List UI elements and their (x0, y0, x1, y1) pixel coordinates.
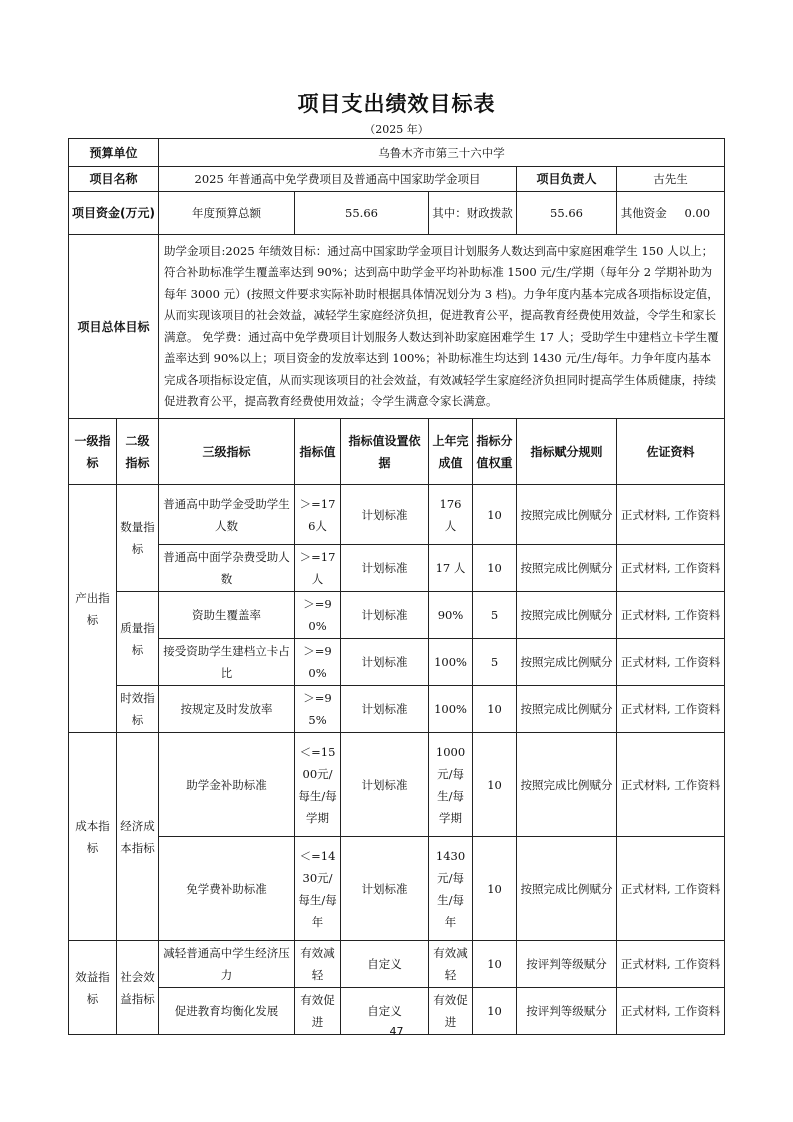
header-rule: 指标赋分规则 (517, 419, 617, 485)
project-leader-value: 古先生 (617, 167, 725, 192)
indicator-basis: 计划标准 (341, 592, 429, 639)
indicator-evidence: 正式材料, 工作资料 (617, 592, 725, 639)
table-row (69, 837, 725, 941)
overall-goal-text: 助学金项目:2025 年绩效目标：通过高中国家助学金项目计划服务人数达到高中家庭困难学生 150 人以上；符合补助标准学生覆盖率达到 90%；达到高中助学金平均补助标准 1500 元/生/学期（每年分 2 学期补助为每年 3000 元）(按照文件要求实际补助时根据具体情况划分为 3 档)。力争年度内基本完成各项指标设定值，从而实现该项目的社会效益，减轻学生家庭经济负担，促进教育公平，提高教育经费使用效益，令学生和家长满意。 免学费：通过高中免学费项目计划服务人数达到补助家庭困难学生 17 人；受助学生中建档立卡学生覆盖率达到 90%以上；项目资金的发放率达到 100%；补助标准生均达到 1430 元/生/每年。力争年度内基本完成各项指标设定值，从而实现该项目的社会效益，有效减轻学生家庭经济负担同时提高学生体质健康，持续促进教育公平，提高教育经费使用效益；令学生满意令家长满意。 (159, 235, 725, 419)
indicator-name: 减轻普通高中学生经济压力 (159, 941, 295, 988)
header-l3: 三级指标 (159, 419, 295, 485)
group-social: 社会效益指标 (117, 941, 159, 1035)
indicator-basis: 计划标准 (341, 639, 429, 686)
header-l2: 二级指标 (117, 419, 159, 485)
budget-unit-label: 预算单位 (69, 139, 159, 167)
indicator-weight: 5 (473, 639, 517, 686)
project-fund-label: 项目资金(万元) (69, 192, 159, 235)
table-row (69, 545, 725, 592)
year-label: （2025 年） (364, 123, 429, 136)
indicator-rule: 按照完成比例赋分 (517, 733, 617, 837)
indicator-basis: 计划标准 (341, 733, 429, 837)
indicator-evidence: 正式材料, 工作资料 (617, 941, 725, 988)
indicator-basis: 计划标准 (341, 837, 429, 941)
indicator-value: ＜=1500元/每生/每学期 (295, 733, 341, 837)
table-row (69, 592, 725, 639)
header-evidence: 佐证资料 (617, 419, 725, 485)
indicator-rule: 按评判等级赋分 (517, 988, 617, 1035)
indicator-weight: 10 (473, 545, 517, 592)
indicator-rule: 按评判等级赋分 (517, 941, 617, 988)
header-last: 上年完成值 (429, 419, 473, 485)
indicator-evidence: 正式材料, 工作资料 (617, 733, 725, 837)
indicator-value: ＜=1430元/每生/每年 (295, 837, 341, 941)
indicator-value: ＞=176人 (295, 485, 341, 545)
indicator-basis: 自定义 (341, 941, 429, 988)
header-l1: 一级指标 (69, 419, 117, 485)
indicator-last: 1000元/每生/每学期 (429, 733, 473, 837)
group-cost: 成本指标 (69, 733, 117, 941)
page-title: 项目支出绩效目标表 (297, 92, 496, 116)
fiscal-value: 55.66 (517, 192, 617, 235)
project-name-value: 2025 年普通高中免学费项目及普通高中国家助学金项目 (159, 167, 517, 192)
indicator-evidence: 正式材料, 工作资料 (617, 686, 725, 733)
indicator-last: 90% (429, 592, 473, 639)
project-leader-label: 项目负责人 (517, 167, 617, 192)
indicator-weight: 10 (473, 686, 517, 733)
indicator-name: 促进教育均衡化发展 (159, 988, 295, 1035)
indicator-value: ＞=90% (295, 639, 341, 686)
indicator-rule: 按照完成比例赋分 (517, 545, 617, 592)
group-benefit: 效益指标 (69, 941, 117, 1035)
indicator-last: 100% (429, 686, 473, 733)
annual-total-value: 55.66 (295, 192, 429, 235)
indicator-name: 助学金补助标准 (159, 733, 295, 837)
indicator-value: ＞=17人 (295, 545, 341, 592)
indicator-last: 17 人 (429, 545, 473, 592)
indicator-name: 免学费补助标准 (159, 837, 295, 941)
table-row (69, 941, 725, 988)
indicator-evidence: 正式材料, 工作资料 (617, 485, 725, 545)
project-name-label: 项目名称 (69, 167, 159, 192)
other-fund-amount: 0.00 (684, 206, 711, 220)
table-row (69, 686, 725, 733)
page-number: 47 (389, 1025, 404, 1038)
table-row (69, 639, 725, 686)
table-row (69, 733, 725, 837)
group-quantity: 数量指标 (117, 485, 159, 592)
indicator-name: 按规定及时发放率 (159, 686, 295, 733)
performance-table (68, 138, 725, 1035)
indicator-name: 普通高中助学金受助学生人数 (159, 485, 295, 545)
indicator-weight: 10 (473, 733, 517, 837)
other-fund-label: 其他资金 (620, 206, 667, 220)
indicator-name: 资助生覆盖率 (159, 592, 295, 639)
indicator-rule: 按照完成比例赋分 (517, 837, 617, 941)
group-output: 产出指标 (69, 485, 117, 733)
header-weight: 指标分值权重 (473, 419, 517, 485)
indicator-evidence: 正式材料, 工作资料 (617, 639, 725, 686)
indicator-evidence: 正式材料, 工作资料 (617, 837, 725, 941)
annual-total-label: 年度预算总额 (159, 192, 295, 235)
table-row (69, 485, 725, 545)
indicator-weight: 10 (473, 988, 517, 1035)
group-quality: 质量指标 (117, 592, 159, 686)
indicator-weight: 5 (473, 592, 517, 639)
indicator-weight: 10 (473, 941, 517, 988)
indicator-basis: 计划标准 (341, 485, 429, 545)
indicator-rule: 按照完成比例赋分 (517, 485, 617, 545)
indicator-value: 有效促进 (295, 988, 341, 1035)
indicator-value: 有效减轻 (295, 941, 341, 988)
indicator-weight: 10 (473, 485, 517, 545)
indicator-value: ＞=95% (295, 686, 341, 733)
group-econ-cost: 经济成本指标 (117, 733, 159, 941)
indicator-last: 176 人 (429, 485, 473, 545)
indicator-basis: 自定义 (341, 988, 429, 1035)
indicator-rule: 按照完成比例赋分 (517, 686, 617, 733)
indicator-last: 1430元/每生/每年 (429, 837, 473, 941)
indicator-evidence: 正式材料, 工作资料 (617, 545, 725, 592)
group-timeliness: 时效指标 (117, 686, 159, 733)
indicator-value: ＞=90% (295, 592, 341, 639)
indicator-basis: 计划标准 (341, 686, 429, 733)
fiscal-label: 其中：财政拨款 (429, 192, 517, 235)
indicator-name: 普通高中面学杂费受助人数 (159, 545, 295, 592)
indicator-evidence: 正式材料, 工作资料 (617, 988, 725, 1035)
header-basis: 指标值设置依据 (341, 419, 429, 485)
indicator-rule: 按照完成比例赋分 (517, 592, 617, 639)
indicator-weight: 10 (473, 837, 517, 941)
indicator-basis: 计划标准 (341, 545, 429, 592)
header-value: 指标值 (295, 419, 341, 485)
indicator-last: 100% (429, 639, 473, 686)
indicator-rule: 按照完成比例赋分 (517, 639, 617, 686)
indicator-last: 有效减轻 (429, 941, 473, 988)
indicator-last: 有效促进 (429, 988, 473, 1035)
budget-unit-value: 乌鲁木齐市第三十六中学 (159, 139, 725, 167)
overall-goal-label: 项目总体目标 (69, 235, 159, 419)
indicator-name: 接受资助学生建档立卡占比 (159, 639, 295, 686)
other-fund-value (617, 192, 725, 235)
